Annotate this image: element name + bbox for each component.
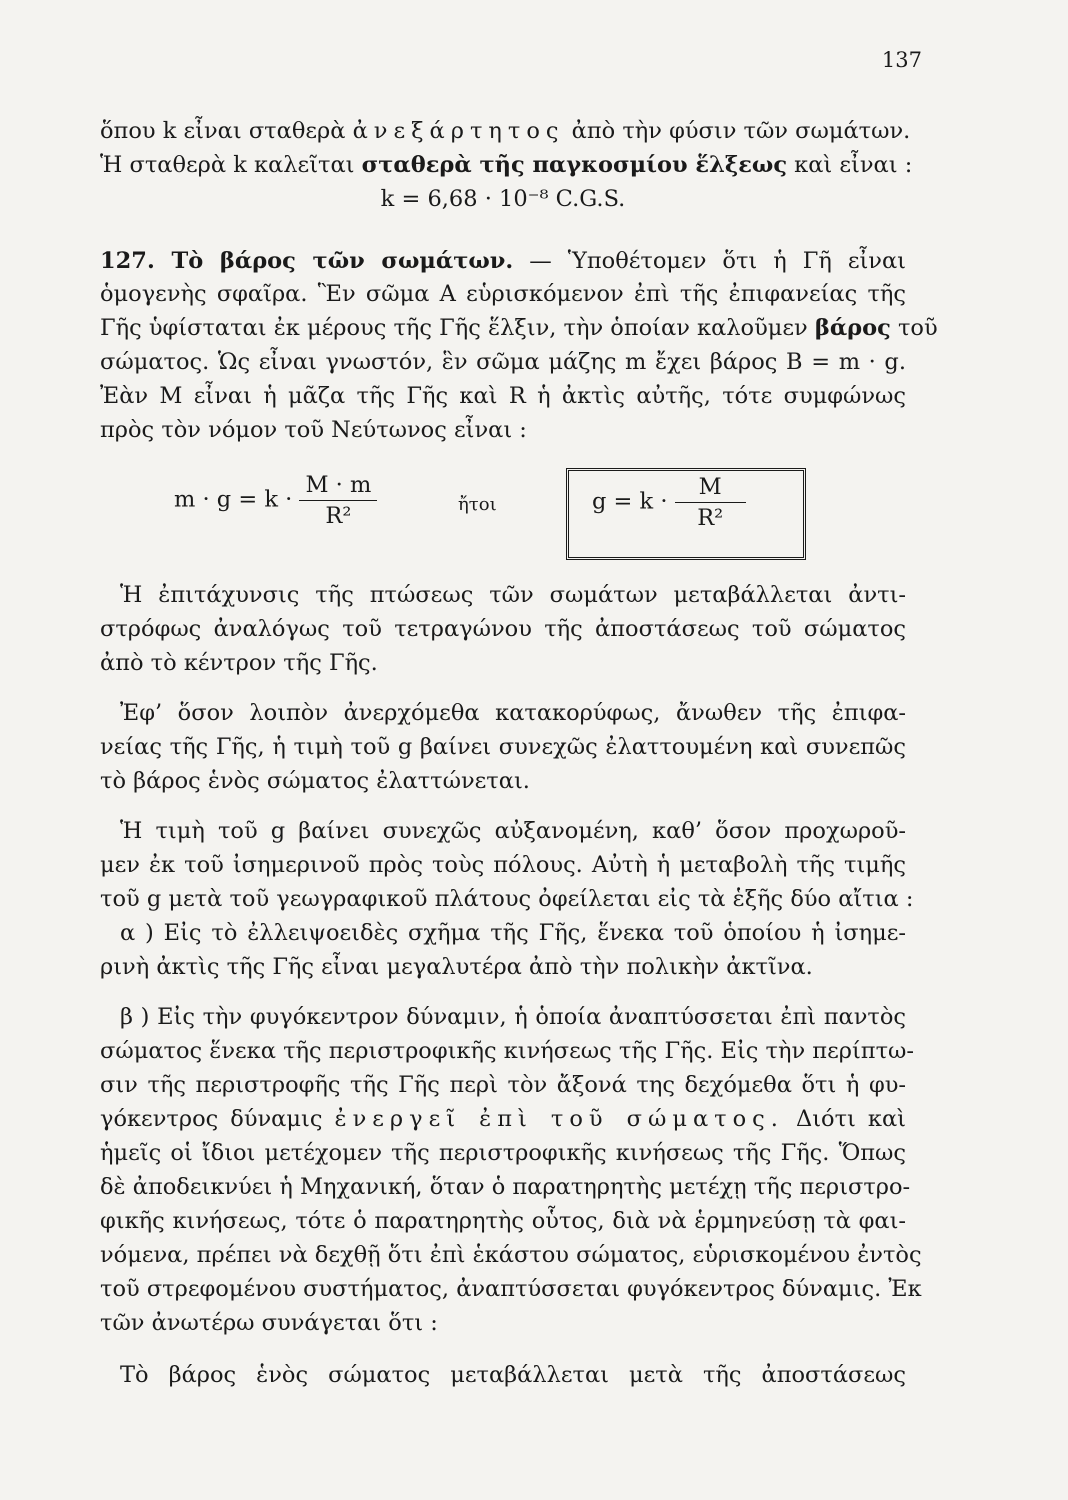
text-line: Ἡ ἐπιτάχυνσις τῆς πτώσεως τῶν σωμάτων μεταβάλλεται ἀντι- [120,582,906,608]
text-line [100,1104,906,1134]
text-span: τοῦ [890,315,938,341]
fraction [299,470,377,531]
section-heading: 127. Τὸ βάρος τῶν σωμάτων. [100,248,514,274]
bold-term: βάρος [814,315,891,341]
text-span: ἀπὸ τὴν φύσιν τῶν σωμάτων. [564,118,911,144]
denominator: R² [697,505,724,531]
denominator: R² [325,503,352,529]
text-line: ρινὴ ἀκτὶς τῆς Γῆς εἶναι μεγαλυτέρα ἀπὸ τὴν πολικὴν ἀκτῖνα. [100,954,813,980]
text-line: μεν ἐκ τοῦ ἰσημερινοῦ πρὸς τοὺς πόλους. Αὐτὴ ἡ μεταβολὴ τῆς τιμῆς [100,852,906,878]
text-line: νείας τῆς Γῆς, ἡ τιμὴ τοῦ g βαίνει συνεχῶς ἐλαττουμένη καὶ συνεπῶς [100,734,906,760]
text-span: καὶ εἶναι : [787,152,913,178]
text-line: στρόφως ἀναλόγως τοῦ τετραγώνου τῆς ἀποστάσεως τοῦ σώματος [100,616,906,642]
text-line: Ἐὰν M εἶναι ἡ μᾶζα τῆς Γῆς καὶ R ἡ ἀκτὶς αὐτῆς, τότε συμφώνως [100,383,906,409]
numerator: M · m [299,470,377,501]
text-line: τὸ βάρος ἑνὸς σώματος ἐλαττώνεται. [100,768,530,794]
text-line: Ἡ τιμὴ τοῦ g βαίνει συνεχῶς αὐξανομένη, καθ’ ὅσον προχωροῦ- [120,818,906,844]
acceleration-formula [592,472,746,533]
bold-term: σταθερὰ τῆς παγκοσμίου ἕλξεως [361,152,788,178]
formula-lhs: g = k · [592,488,668,515]
text-line: ἡμεῖς οἱ ἴδιοι μετέχομεν τῆς περιστροφικῆς κινήσεως τῆς Γῆς. Ὅπως [100,1140,906,1166]
text-line: ὁμογενὴς σφαῖρα. Ἓν σῶμα A εὑρισκόμενον ἐπὶ τῆς ἐπιφανείας τῆς [100,281,906,307]
gravity-formula [174,470,377,531]
fraction [675,472,746,533]
text-line: Ἐφ’ ὅσον λοιπὸν ἀνερχόμεθα κατακορύφως, ἄνωθεν τῆς ἐπιφα- [120,700,906,726]
text-line: τῶν ἀνωτέρω συνάγεται ὅτι : [100,1310,438,1336]
text-span: ὅπου k εἶναι σταθερὰ [100,118,353,144]
formula-lhs: m · g = k · [174,486,293,513]
text-line: ἀπὸ τὸ κέντρον τῆς Γῆς. [100,650,378,676]
text-span: — Ὑποθέτομεν ὅτι ἡ Γῆ εἶναι [513,248,906,274]
text-line: νόμενα, πρέπει νὰ δεχθῇ ὅτι ἐπὶ ἑκάστου σώματος, εὑρισκομένου ἐντὸς [100,1242,922,1268]
text-span: Διότι καὶ [783,1106,906,1132]
spaced-emphasis: ἐνεργεῖ ἐπὶ τοῦ σώματος. [334,1106,784,1132]
text-line: πρὸς τὸν νόμον τοῦ Νεύτωνος εἶναι : [100,417,527,443]
text-line: Τὸ βάρος ἑνὸς σώματος μεταβάλλεται μετὰ τῆς ἀποστάσεως [120,1362,906,1388]
text-line [100,116,911,146]
text-line: τοῦ στρεφομένου συστήματος, ἀναπτύσσεται φυγόκεντρος δύναμις. Ἐκ [100,1276,922,1302]
text-line [100,313,938,343]
spaced-emphasis: ἀνεξάρτητος [352,118,565,144]
page-number: 137 [881,48,922,72]
numerator: M [675,472,746,503]
text-line: σιν τῆς περιστροφῆς τῆς Γῆς περὶ τὸν ἄξονά της δεχόμεθα ὅτι ἡ φυ- [100,1072,906,1098]
text-line: δὲ ἀποδεικνύει ἡ Μηχανική, ὅταν ὁ παρατηρητὴς μετέχῃ τῆς περιστρο- [100,1174,911,1200]
text-line: σώματος ἕνεκα τῆς περιστροφικῆς κινήσεως τῆς Γῆς. Εἰς τὴν περίπτω- [100,1038,914,1064]
text-line: τοῦ g μετὰ τοῦ γεωγραφικοῦ πλάτους ὀφείλεται εἰς τὰ ἑξῆς δύο αἴτια : [100,886,914,912]
text-span: γόκεντρος δύναμις [100,1106,335,1132]
text-span: Ἡ σταθερὰ k καλεῖται [100,152,362,178]
text-line: φικῆς κινήσεως, τότε ὁ παρατηρητὴς οὗτος, διὰ νὰ ἑρμηνεύσῃ τὰ φαι- [100,1208,906,1234]
text-line: σώματος. Ὡς εἶναι γνωστόν, ἓν σῶμα μάζης m ἔχει βάρος B = m · g. [100,349,906,375]
text-line: α ) Εἰς τὸ ἐλλειψοειδὲς σχῆμα τῆς Γῆς, ἕνεκα τοῦ ὁποίου ἡ ἰσημε- [120,920,906,946]
constant-formula: k = 6,68 · 10⁻⁸ C.G.S. [380,186,626,212]
text-span: Γῆς ὑφίσταται ἐκ μέρους τῆς Γῆς ἕλξιν, τὴν ὁποίαν καλοῦμεν [100,315,815,341]
text-line: β ) Εἰς τὴν φυγόκεντρον δύναμιν, ἡ ὁποία ἀναπτύσσεται ἐπὶ παντὸς [120,1004,906,1030]
hetoi-word: ἤτοι [458,494,497,515]
text-line [100,150,913,180]
section-heading-line [100,246,906,276]
